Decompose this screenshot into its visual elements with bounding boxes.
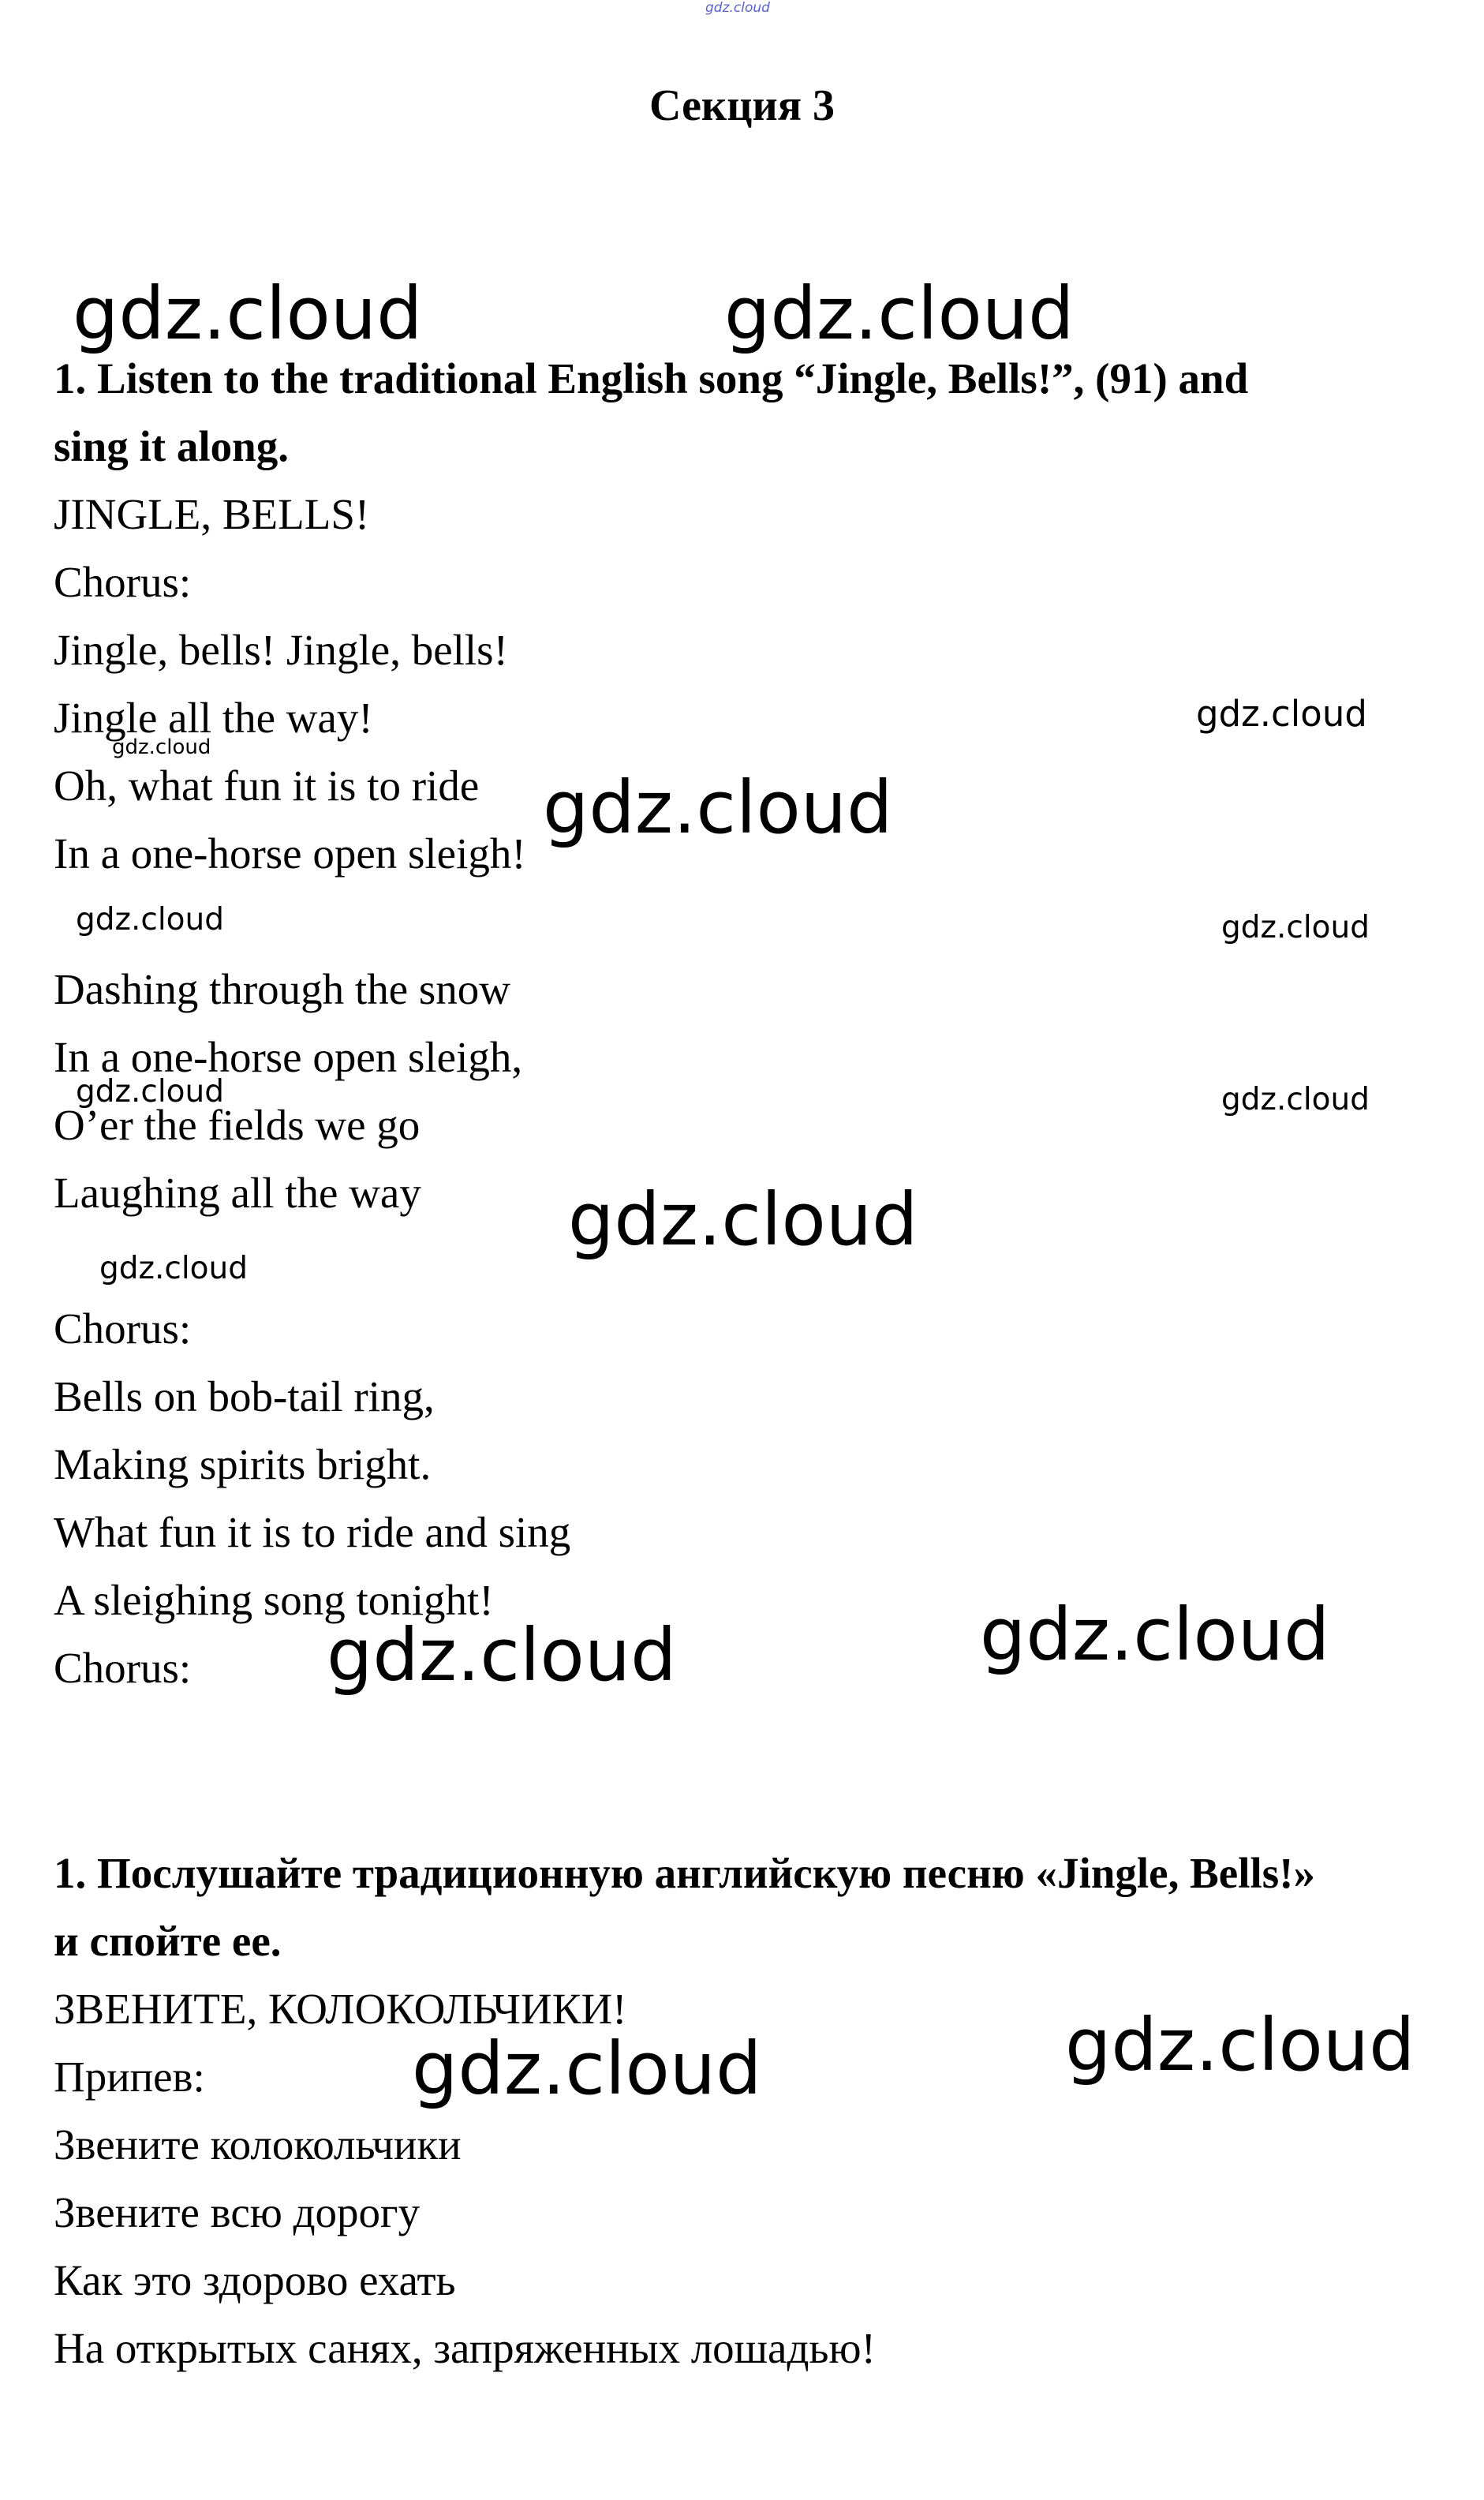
watermark: gdz.cloud bbox=[543, 765, 893, 850]
song-line: Jingle, bells! Jingle, bells! bbox=[54, 626, 508, 674]
song-line: Oh, what fun it is to ride bbox=[54, 762, 480, 810]
song-title-russian: ЗВЕНИТЕ, КОЛОКОЛЬЧИКИ! bbox=[54, 1985, 627, 2033]
russian-task-line-2: и спойте ее. bbox=[54, 1917, 282, 1965]
song-line: Припев: bbox=[54, 2053, 205, 2101]
song-line: In a one-horse open sleigh! bbox=[54, 829, 526, 878]
watermark: gdz.cloud bbox=[327, 1613, 677, 1697]
song-line: Making spirits bright. bbox=[54, 1440, 432, 1488]
song-title-english: JINGLE, BELLS! bbox=[54, 490, 370, 538]
song-line: Chorus: bbox=[54, 558, 192, 606]
watermark: gdz.cloud bbox=[112, 735, 211, 759]
song-line: O’er the fields we go bbox=[54, 1101, 421, 1149]
watermark: gdz.cloud bbox=[1196, 693, 1367, 735]
watermark: gdz.cloud bbox=[724, 271, 1075, 356]
watermark: gdz.cloud bbox=[1221, 1082, 1370, 1117]
song-line: Как это здорово ехать bbox=[54, 2256, 456, 2304]
top-watermark: gdz.cloud bbox=[705, 0, 770, 16]
watermark: gdz.cloud bbox=[99, 1251, 248, 1286]
watermark: gdz.cloud bbox=[1221, 910, 1370, 945]
english-task-line-2: sing it along. bbox=[54, 422, 289, 470]
watermark: gdz.cloud bbox=[980, 1592, 1330, 1677]
watermark: gdz.cloud bbox=[76, 902, 224, 938]
song-line: Chorus: bbox=[54, 1644, 192, 1692]
song-line: Laughing all the way bbox=[54, 1169, 421, 1217]
song-line: A sleighing song tonight! bbox=[54, 1576, 494, 1624]
english-task-line-1: 1. Listen to the traditional English song “Jingle, Bells!”, (91) and bbox=[54, 354, 1249, 402]
watermark: gdz.cloud bbox=[412, 2027, 762, 2111]
song-line: In a one-horse open sleigh, bbox=[54, 1033, 523, 1081]
song-line: Chorus: bbox=[54, 1304, 192, 1353]
section-title: Секция 3 bbox=[649, 81, 835, 130]
song-line: Звените колокольчики bbox=[54, 2120, 462, 2169]
song-line: Звените всю дорогу bbox=[54, 2188, 421, 2236]
russian-task-line-1: 1. Послушайте традиционную английскую песню «Jingle, Bells!» bbox=[54, 1849, 1315, 1897]
watermark: gdz.cloud bbox=[568, 1177, 918, 1262]
song-line: Dashing through the snow bbox=[54, 965, 510, 1013]
watermark: gdz.cloud bbox=[73, 271, 423, 356]
song-line: What fun it is to ride and sing bbox=[54, 1508, 571, 1556]
song-line: Bells on bob-tail ring, bbox=[54, 1372, 435, 1420]
song-line: Jingle all the way! bbox=[54, 694, 373, 742]
watermark: gdz.cloud bbox=[76, 1074, 224, 1110]
watermark: gdz.cloud bbox=[1065, 2003, 1415, 2087]
song-line: На открытых санях, запряженных лошадью! bbox=[54, 2324, 876, 2372]
